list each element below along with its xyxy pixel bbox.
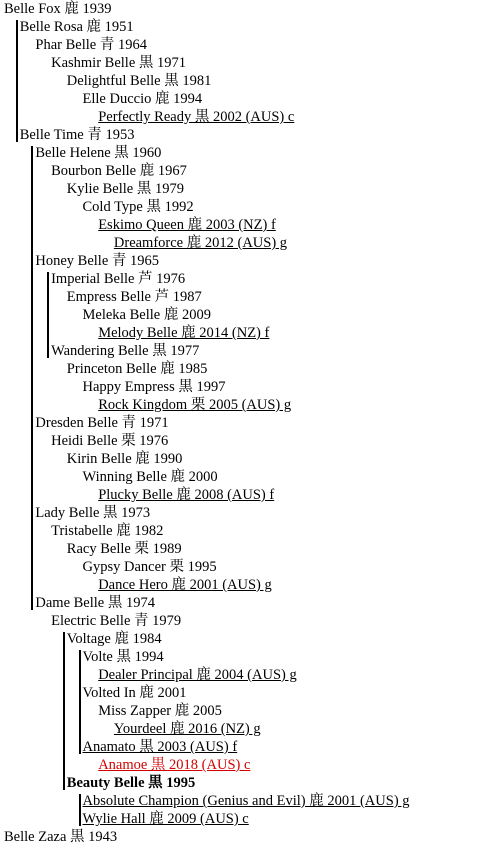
horse-row bbox=[83, 198, 194, 216]
tree-connector-line bbox=[63, 632, 65, 790]
horse-row bbox=[51, 522, 163, 540]
horse-label: Happy Empress 黒 1997 bbox=[82, 379, 226, 395]
horse-link[interactable]: Yourdeel 鹿 2016 (NZ) g bbox=[113, 721, 261, 737]
horse-row bbox=[35, 252, 159, 270]
horse-label: Wandering Belle 黒 1977 bbox=[51, 343, 200, 359]
horse-link-row[interactable] bbox=[83, 792, 410, 810]
horse-row bbox=[67, 540, 182, 558]
tree-connector-line bbox=[79, 794, 81, 826]
horse-row bbox=[51, 342, 199, 360]
horse-row bbox=[67, 450, 183, 468]
horse-link-row[interactable] bbox=[83, 738, 238, 756]
horse-link[interactable]: Melody Belle 鹿 2014 (NZ) f bbox=[98, 325, 270, 341]
horse-label: Princeton Belle 鹿 1985 bbox=[66, 361, 208, 377]
horse-label: Volted In 鹿 2001 bbox=[82, 685, 187, 701]
horse-label: Tristabelle 鹿 1982 bbox=[51, 523, 164, 539]
horse-link[interactable]: Wylie Hall 鹿 2009 (AUS) c bbox=[82, 811, 249, 827]
horse-row bbox=[83, 648, 164, 666]
horse-label: Empress Belle 芦 1987 bbox=[66, 289, 202, 305]
horse-row bbox=[51, 54, 186, 72]
horse-label: Belle Time 青 1953 bbox=[19, 127, 135, 143]
horse-label: Elle Duccio 鹿 1994 bbox=[82, 91, 203, 107]
horse-label: Kashmir Belle 黒 1971 bbox=[51, 55, 187, 71]
tree-connector-line bbox=[16, 20, 18, 142]
horse-row bbox=[35, 144, 161, 162]
horse-row bbox=[51, 612, 181, 630]
horse-row bbox=[83, 468, 218, 486]
horse-label: Beauty Belle 黒 1995 bbox=[66, 775, 196, 791]
tree-connector-line bbox=[47, 272, 49, 358]
horse-label: Electric Belle 青 1979 bbox=[51, 613, 182, 629]
tree-connector-line bbox=[79, 650, 81, 754]
horse-row bbox=[20, 18, 134, 36]
horse-label: Belle Helene 黒 1960 bbox=[35, 145, 162, 161]
horse-link[interactable]: Rock Kingdom 栗 2005 (AUS) g bbox=[98, 397, 292, 413]
horse-row bbox=[35, 36, 147, 54]
horse-link-row[interactable] bbox=[114, 234, 287, 252]
horse-row bbox=[51, 432, 168, 450]
horse-link-row[interactable] bbox=[98, 216, 276, 234]
horse-row bbox=[35, 504, 150, 522]
tree-connector-line bbox=[31, 146, 33, 610]
horse-row bbox=[67, 630, 162, 648]
horse-label: Kylie Belle 黒 1979 bbox=[66, 181, 184, 197]
horse-label: Cold Type 黒 1992 bbox=[82, 199, 194, 215]
horse-row bbox=[67, 360, 208, 378]
horse-row bbox=[98, 702, 222, 720]
horse-link[interactable]: Perfectly Ready 黒 2002 (AUS) c bbox=[98, 109, 295, 125]
horse-label: Belle Fox 鹿 1939 bbox=[4, 1, 112, 17]
horse-label: Racy Belle 栗 1989 bbox=[66, 541, 182, 557]
horse-label: Belle Zaza 黒 1943 bbox=[4, 829, 118, 845]
horse-label: Winning Belle 鹿 2000 bbox=[82, 469, 218, 485]
horse-label: Voltage 鹿 1984 bbox=[66, 631, 162, 647]
horse-row bbox=[4, 828, 117, 846]
horse-link-row[interactable] bbox=[98, 396, 291, 414]
horse-row bbox=[51, 162, 187, 180]
horse-link-row[interactable] bbox=[98, 756, 250, 774]
horse-link[interactable]: Absolute Champion (Genius and Evil) 鹿 2001 (AUS) g bbox=[82, 793, 410, 809]
horse-link-row[interactable] bbox=[98, 324, 269, 342]
horse-row bbox=[83, 684, 187, 702]
horse-row bbox=[67, 180, 184, 198]
horse-label: Meleka Belle 鹿 2009 bbox=[82, 307, 211, 323]
horse-label: Dame Belle 黒 1974 bbox=[35, 595, 155, 611]
horse-link-row[interactable] bbox=[98, 486, 274, 504]
horse-link-row[interactable] bbox=[98, 666, 297, 684]
horse-label: Heidi Belle 栗 1976 bbox=[51, 433, 169, 449]
horse-row bbox=[67, 774, 195, 792]
horse-row bbox=[67, 288, 202, 306]
horse-link[interactable]: Dreamforce 鹿 2012 (AUS) g bbox=[113, 235, 288, 251]
horse-link[interactable]: Eskimo Queen 鹿 2003 (NZ) f bbox=[98, 217, 276, 233]
horse-label: Belle Rosa 鹿 1951 bbox=[19, 19, 134, 35]
horse-link-row[interactable] bbox=[98, 108, 294, 126]
horse-label: Lady Belle 黒 1973 bbox=[35, 505, 151, 521]
horse-row bbox=[67, 72, 212, 90]
horse-label: Bourbon Belle 鹿 1967 bbox=[51, 163, 187, 179]
horse-row bbox=[83, 90, 203, 108]
horse-label: Phar Belle 青 1964 bbox=[35, 37, 147, 53]
horse-label: Honey Belle 青 1965 bbox=[35, 253, 160, 269]
horse-row bbox=[35, 414, 168, 432]
horse-label: Delightful Belle 黒 1981 bbox=[66, 73, 212, 89]
horse-link[interactable]: Anamoe 黒 2018 (AUS) c bbox=[98, 757, 251, 773]
horse-row bbox=[20, 126, 135, 144]
horse-row bbox=[51, 270, 185, 288]
horse-label: Imperial Belle 芦 1976 bbox=[51, 271, 186, 287]
horse-link[interactable]: Dance Hero 鹿 2001 (AUS) g bbox=[98, 577, 272, 593]
horse-link[interactable]: Dealer Principal 鹿 2004 (AUS) g bbox=[98, 667, 297, 683]
horse-link[interactable]: Plucky Belle 鹿 2008 (AUS) f bbox=[98, 487, 275, 503]
horse-label: Kirin Belle 鹿 1990 bbox=[66, 451, 183, 467]
horse-label: Volte 黒 1994 bbox=[82, 649, 164, 665]
horse-row bbox=[83, 378, 226, 396]
horse-row bbox=[35, 594, 155, 612]
horse-row bbox=[83, 558, 217, 576]
horse-label: Dresden Belle 青 1971 bbox=[35, 415, 169, 431]
horse-link[interactable]: Anamato 黒 2003 (AUS) f bbox=[82, 739, 238, 755]
horse-link-row[interactable] bbox=[83, 810, 249, 828]
horse-label: Miss Zapper 鹿 2005 bbox=[98, 703, 222, 719]
horse-link-row[interactable] bbox=[98, 576, 272, 594]
horse-row bbox=[83, 306, 211, 324]
horse-row bbox=[4, 0, 112, 18]
horse-label: Gypsy Dancer 栗 1995 bbox=[82, 559, 217, 575]
horse-link-row[interactable] bbox=[114, 720, 261, 738]
